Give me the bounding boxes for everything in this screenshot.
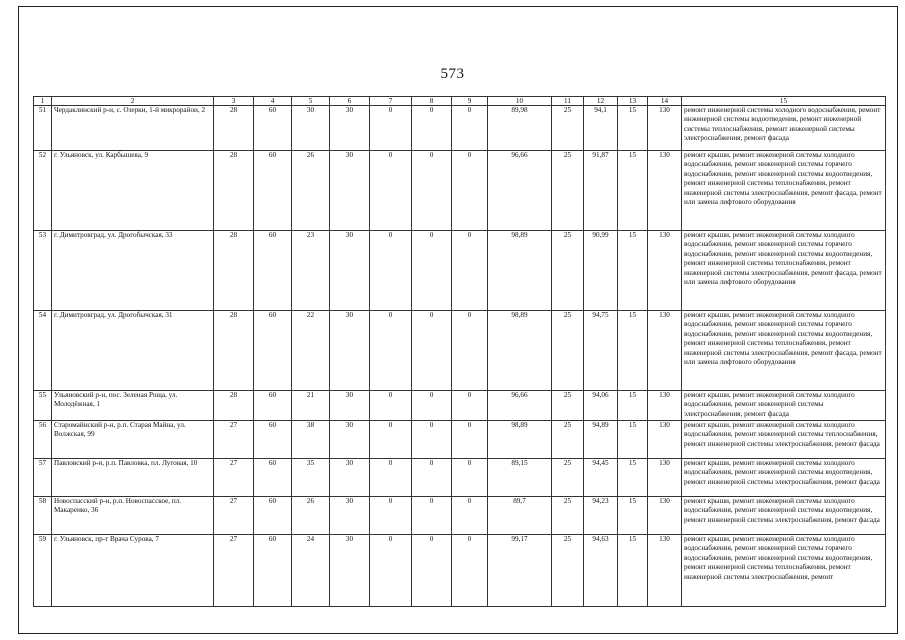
value-cell-c4: 60 [254,311,292,391]
value-cell-c5: 23 [292,231,330,311]
page-number: 573 [440,66,465,82]
value-cell-c6: 30 [330,311,370,391]
value-cell-c6: 30 [330,421,370,459]
header-row [34,97,886,106]
value-cell-c3: 27 [214,497,254,535]
value-cell-c3: 28 [214,151,254,231]
header-cell-8: 8 [412,97,452,106]
value-cell-c10: 89,15 [488,459,552,497]
value-cell-c11: 25 [552,421,584,459]
value-cell-c7: 0 [370,459,412,497]
value-cell-n: 55 [34,391,52,421]
value-cell-n: 56 [34,421,52,459]
value-cell-c10: 96,66 [488,151,552,231]
value-cell-c12: 94,63 [584,535,618,607]
value-cell-c9: 0 [452,151,488,231]
header-cell-5: 5 [292,97,330,106]
value-cell-c6: 30 [330,391,370,421]
value-cell-c7: 0 [370,421,412,459]
table-row [34,421,886,459]
value-cell-c9: 0 [452,459,488,497]
header-cell-9: 9 [452,97,488,106]
table-row [34,497,886,535]
value-cell-c7: 0 [370,106,412,151]
table-row [34,106,886,151]
value-cell-c11: 25 [552,231,584,311]
value-cell-c9: 0 [452,421,488,459]
works-cell: ремонт крыши, ремонт инженерной системы холодного водоснабжения, ремонт инженерной системы водоотведения, ремонт инженерной системы электроснабжения, ремонт фасада [682,497,886,535]
value-cell-n: 54 [34,311,52,391]
works-cell: ремонт крыши, ремонт инженерной системы холодного водоснабжения, ремонт инженерной системы водоотведения, ремонт инженерной системы электроснабжения, ремонт фасада [682,459,886,497]
value-cell-c13: 15 [618,151,648,231]
value-cell-c8: 0 [412,391,452,421]
value-cell-c14: 130 [648,311,682,391]
value-cell-c10: 98,89 [488,311,552,391]
value-cell-c8: 0 [412,106,452,151]
value-cell-c11: 25 [552,391,584,421]
value-cell-c9: 0 [452,231,488,311]
address-cell: г. Ульяновск, ул. Карбышева, 9 [52,151,214,231]
value-cell-c5: 38 [292,421,330,459]
value-cell-c10: 98,89 [488,421,552,459]
works-cell: ремонт крыши, ремонт инженерной системы холодного водоснабжения, ремонт инженерной системы горячего водоснабжения, ремонт инженерной системы водоотведения, ремонт инженерной системы теплоснабжения, ремонт инженерной системы электроснабжения, ремонт [682,535,886,607]
value-cell-c4: 60 [254,421,292,459]
value-cell-c10: 89,7 [488,497,552,535]
value-cell-c4: 60 [254,459,292,497]
value-cell-n: 58 [34,497,52,535]
value-cell-c5: 30 [292,106,330,151]
value-cell-c12: 94,75 [584,311,618,391]
header-cell-6: 6 [330,97,370,106]
value-cell-c9: 0 [452,311,488,391]
value-cell-c14: 130 [648,106,682,151]
address-cell: Новоспасский р-н, р.п. Новоспасское, пл. Макаренко, 36 [52,497,214,535]
value-cell-c3: 28 [214,391,254,421]
value-cell-c9: 0 [452,106,488,151]
value-cell-c7: 0 [370,535,412,607]
value-cell-c13: 15 [618,391,648,421]
value-cell-c11: 25 [552,497,584,535]
value-cell-c3: 28 [214,311,254,391]
address-cell: Павловский р-н, р.п. Павловка, пл. Луговая, 10 [52,459,214,497]
table-row [34,535,886,607]
value-cell-n: 51 [34,106,52,151]
value-cell-c8: 0 [412,535,452,607]
header-cell-11: 11 [552,97,584,106]
value-cell-c11: 25 [552,535,584,607]
value-cell-c6: 30 [330,106,370,151]
address-cell: г. Ульяновск, пр-т Врача Сурова, 7 [52,535,214,607]
value-cell-n: 52 [34,151,52,231]
value-cell-c6: 30 [330,497,370,535]
header-cell-7: 7 [370,97,412,106]
value-cell-c5: 26 [292,151,330,231]
value-cell-c8: 0 [412,231,452,311]
value-cell-c3: 27 [214,459,254,497]
address-cell: Чердаклинский р-н, с. Озерки, 1-й микрорайон, 2 [52,106,214,151]
value-cell-c8: 0 [412,311,452,391]
value-cell-c9: 0 [452,391,488,421]
value-cell-c8: 0 [412,497,452,535]
value-cell-c3: 28 [214,231,254,311]
value-cell-c3: 28 [214,106,254,151]
value-cell-c11: 25 [552,151,584,231]
value-cell-c4: 60 [254,106,292,151]
value-cell-n: 59 [34,535,52,607]
value-cell-c13: 15 [618,535,648,607]
header-cell-14: 14 [648,97,682,106]
value-cell-c5: 35 [292,459,330,497]
value-cell-c10: 98,89 [488,231,552,311]
value-cell-c7: 0 [370,311,412,391]
value-cell-c8: 0 [412,459,452,497]
value-cell-c4: 60 [254,535,292,607]
header-cell-2: 2 [52,97,214,106]
works-cell: ремонт крыши, ремонт инженерной системы холодного водоснабжения, ремонт инженерной системы электроснабжения, ремонт фасада [682,391,886,421]
value-cell-n: 57 [34,459,52,497]
works-cell: ремонт крыши, ремонт инженерной системы холодного водоснабжения, ремонт инженерной системы горячего водоснабжения, ремонт инженерной системы водоотведения, ремонт инженерной системы теплоснабжения, ремонт инженерной системы электроснабжения, ремонт фасада, ремонт или замена лифтового оборудования [682,151,886,231]
value-cell-c6: 30 [330,535,370,607]
value-cell-c5: 24 [292,535,330,607]
table-row [34,311,886,391]
value-cell-c12: 94,1 [584,106,618,151]
value-cell-c3: 27 [214,421,254,459]
value-cell-c7: 0 [370,231,412,311]
value-cell-c11: 25 [552,106,584,151]
value-cell-c13: 15 [618,231,648,311]
value-cell-c9: 0 [452,535,488,607]
value-cell-c13: 15 [618,106,648,151]
value-cell-c12: 94,23 [584,497,618,535]
table-row [34,151,886,231]
table-row [34,391,886,421]
value-cell-c4: 60 [254,391,292,421]
value-cell-c12: 94,45 [584,459,618,497]
value-cell-c6: 30 [330,231,370,311]
value-cell-c5: 21 [292,391,330,421]
address-cell: г. Димитровград, ул. Дрогобычская, 33 [52,231,214,311]
value-cell-c7: 0 [370,151,412,231]
header-cell-12: 12 [584,97,618,106]
value-cell-c4: 60 [254,231,292,311]
value-cell-c7: 0 [370,497,412,535]
value-cell-c6: 30 [330,151,370,231]
value-cell-c12: 94,89 [584,421,618,459]
value-cell-c3: 27 [214,535,254,607]
table-row [34,459,886,497]
header-cell-1: 1 [34,97,52,106]
value-cell-c8: 0 [412,151,452,231]
value-cell-c4: 60 [254,497,292,535]
value-cell-c10: 89,98 [488,106,552,151]
header-cell-4: 4 [254,97,292,106]
works-cell: ремонт крыши, ремонт инженерной системы холодного водоснабжения, ремонт инженерной системы горячего водоснабжения, ремонт инженерной системы водоотведения, ремонт инженерной системы теплоснабжения, ремонт инженерной системы электроснабжения, ремонт фасада, ремонт или замена лифтового оборудования [682,231,886,311]
value-cell-c13: 15 [618,497,648,535]
value-cell-c5: 26 [292,497,330,535]
header-cell-3: 3 [214,97,254,106]
value-cell-c14: 130 [648,231,682,311]
address-cell: Старомайнский р-н, р.п. Старая Майна, ул. Волжская, 99 [52,421,214,459]
value-cell-c13: 15 [618,421,648,459]
value-cell-c6: 30 [330,459,370,497]
value-cell-c14: 130 [648,497,682,535]
value-cell-c13: 15 [618,459,648,497]
table-row [34,231,886,311]
value-cell-c4: 60 [254,151,292,231]
works-cell: ремонт крыши, ремонт инженерной системы холодного водоснабжения, ремонт инженерной системы теплоснабжения, ремонт инженерной системы электроснабжения, ремонт фасада [682,421,886,459]
value-cell-c14: 130 [648,535,682,607]
value-cell-c12: 94,06 [584,391,618,421]
value-cell-c13: 15 [618,311,648,391]
address-cell: г. Димитровград, ул. Дрогобычская, 31 [52,311,214,391]
value-cell-c12: 91,87 [584,151,618,231]
value-cell-n: 53 [34,231,52,311]
value-cell-c10: 96,66 [488,391,552,421]
value-cell-c14: 130 [648,421,682,459]
address-cell: Ульяновский р-н, пос. Зеленая Роща, ул. Молодёжная, 1 [52,391,214,421]
works-cell: ремонт инженерной системы холодного водоснабжения, ремонт инженерной системы водоотведения, ремонт инженерной системы теплоснабжения, ремонт инженерной системы электроснабжения, ремонт фасада [682,106,886,151]
value-cell-c11: 25 [552,311,584,391]
value-cell-c9: 0 [452,497,488,535]
works-cell: ремонт крыши, ремонт инженерной системы холодного водоснабжения, ремонт инженерной системы горячего водоснабжения, ремонт инженерной системы водоотведения, ремонт инженерной системы теплоснабжения, ремонт инженерной системы электроснабжения, ремонт фасада, ремонт или замена лифтового оборудования [682,311,886,391]
header-cell-13: 13 [618,97,648,106]
value-cell-c8: 0 [412,421,452,459]
value-cell-c11: 25 [552,459,584,497]
value-cell-c14: 130 [648,151,682,231]
value-cell-c14: 130 [648,391,682,421]
header-cell-15: 15 [682,97,886,106]
value-cell-c10: 99,17 [488,535,552,607]
value-cell-c14: 130 [648,459,682,497]
value-cell-c5: 22 [292,311,330,391]
header-cell-10: 10 [488,97,552,106]
value-cell-c7: 0 [370,391,412,421]
data-table [33,96,886,607]
value-cell-c12: 90,99 [584,231,618,311]
